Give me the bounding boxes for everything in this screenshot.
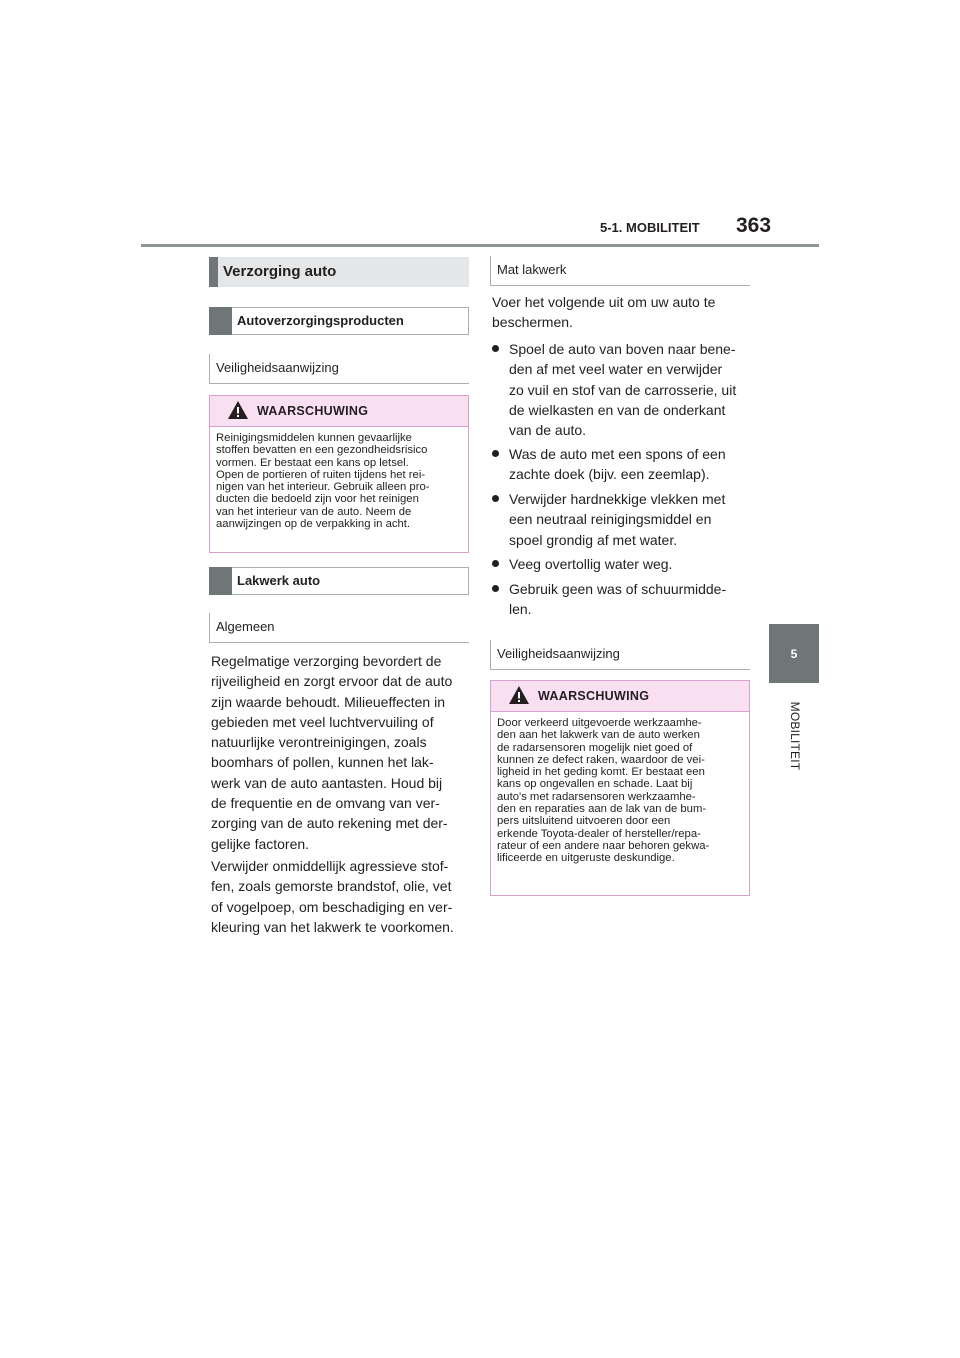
warning-line: pers uitsluitend uitvoeren door een bbox=[497, 815, 671, 828]
warning-body bbox=[210, 427, 468, 536]
header-rule bbox=[141, 244, 819, 247]
warning-body bbox=[491, 712, 749, 871]
text-line: de frequentie en de omvang van ver- bbox=[211, 795, 440, 812]
warning-line: nigen van het interieur. Gebruik alleen pro- bbox=[216, 481, 430, 494]
text-line: zo vuil en stof van de carrosserie, uit bbox=[509, 381, 737, 398]
subsection-title: Lakwerk auto bbox=[237, 573, 321, 588]
text-line: zachte doek (bijv. een zeemlap). bbox=[509, 466, 710, 483]
warning-line: aanwijzingen op de verpakking in acht. bbox=[216, 518, 411, 531]
warning-header bbox=[210, 396, 468, 427]
warning-line: erkende Toyota-dealer of hersteller/repa- bbox=[497, 827, 701, 840]
safety-note-label: Veiligheidsaanwijzing bbox=[497, 646, 620, 661]
bullet-dot bbox=[492, 495, 499, 502]
matte-paint-heading bbox=[490, 256, 750, 286]
warning-triangle-icon bbox=[508, 685, 530, 705]
warning-title: WAARSCHUWING bbox=[257, 404, 369, 418]
warning-triangle-icon bbox=[227, 400, 249, 420]
text-line: Gebruik geen was of schuurmidde- bbox=[509, 581, 727, 597]
intro-paragraph bbox=[492, 292, 715, 333]
text-line: Was de auto met een spons of een bbox=[509, 446, 726, 462]
safety-note-label: Veiligheidsaanwijzing bbox=[216, 360, 339, 375]
warning-line: den en reparaties aan de lak van de bum- bbox=[497, 803, 707, 816]
text-line: Verwijder onmiddellijk agressieve stof- bbox=[211, 858, 449, 874]
text-line: de wielkasten en van de onderkant bbox=[509, 401, 726, 418]
text-line: zijn waarde behoudt. Milieueffecten in bbox=[211, 693, 446, 710]
text-line: Verwijder hardnekkige vlekken met bbox=[509, 491, 726, 507]
chapter-number: 5 bbox=[790, 646, 798, 661]
warning-line: den aan het lakwerk van de auto werken bbox=[497, 729, 700, 742]
warning-line: kans op ongevallen en schade. Laat bij bbox=[497, 778, 693, 791]
general-label: Algemeen bbox=[216, 619, 275, 634]
warning-line: Door verkeerd uitgevoerde werkzaamhe- bbox=[497, 717, 702, 729]
chapter-side-label bbox=[785, 694, 805, 784]
warning-line: ducten die bedoeld zijn voor het reinigen bbox=[216, 493, 419, 506]
text-line: fen, zoals gemorste brandstof, olie, vet bbox=[211, 878, 452, 895]
text-line: van de auto. bbox=[509, 422, 587, 439]
text-line: een neutraal reinigingsmiddel en bbox=[509, 511, 712, 528]
text-line: natuurlijke verontreinigingen, zoals bbox=[211, 734, 427, 751]
warning-line: van het interieur van de auto. Neem de bbox=[216, 505, 412, 518]
safety-note-heading bbox=[490, 640, 750, 670]
warning-line: stoffen bevatten en een gezondheidsrisico bbox=[216, 444, 428, 457]
text-line: Voer het volgende uit om uw auto te bbox=[492, 294, 716, 310]
subsection-accent bbox=[209, 567, 232, 595]
section-title-bar bbox=[209, 257, 469, 287]
text-line: of vogelpoep, om beschadiging en ver- bbox=[211, 898, 453, 915]
section-header: 5-1. MOBILITEIT bbox=[600, 220, 700, 235]
warning-header bbox=[491, 681, 749, 712]
general-heading bbox=[209, 613, 469, 643]
bullet-dot bbox=[492, 450, 499, 457]
text-line: Regelmatige verzorging bevordert de bbox=[211, 653, 442, 669]
text-line: werk van de auto aantasten. Houd bij bbox=[211, 774, 443, 791]
warning-line: Reinigingsmiddelen kunnen gevaarlijke bbox=[216, 432, 412, 444]
warning-line: kunnen ze defect raken, waardoor de vei- bbox=[497, 753, 705, 766]
bullet-dot bbox=[492, 585, 499, 592]
page-number: 363 bbox=[736, 214, 772, 237]
text-line: gebieden met veel luchtvervuiling of bbox=[211, 713, 434, 730]
warning-line: de radarsensoren mogelijk niet goed of bbox=[497, 741, 693, 754]
text-line: spoel grondig af met water. bbox=[509, 531, 678, 548]
bullet-dot bbox=[492, 345, 499, 352]
warning-line: vormen. Er bestaat een kans op letsel. bbox=[216, 456, 409, 469]
warning-line: auto's met radarsensoren werkzaamhe- bbox=[497, 790, 696, 803]
text-line: rijveiligheid en zorgt ervoor dat de auto bbox=[211, 673, 453, 690]
warning-box-1 bbox=[209, 395, 469, 553]
text-line: len. bbox=[509, 601, 532, 618]
matte-paint-label: Mat lakwerk bbox=[497, 262, 567, 277]
subsection-bar-products bbox=[209, 307, 469, 335]
warning-line: lificeerde en uitgeruste deskundige. bbox=[497, 852, 675, 865]
subsection-accent bbox=[209, 307, 232, 335]
warning-line: Open de portieren of ruiten tijdens het rei- bbox=[216, 468, 426, 481]
subsection-title: Autoverzorgingsproducten bbox=[237, 313, 404, 328]
text-line: beschermen. bbox=[492, 314, 573, 331]
text-line: boomhars of pollen, kunnen het lak- bbox=[211, 754, 434, 771]
section-title: Verzorging auto bbox=[223, 263, 337, 280]
warning-line: rateur of een andere naar behoren gekwa- bbox=[497, 839, 710, 852]
warning-line: ligheid in het geding komt. Er bestaat een bbox=[497, 766, 705, 779]
chapter-label: MOBILITEIT bbox=[788, 701, 802, 771]
title-accent bbox=[209, 257, 218, 287]
text-line: Veeg overtollig water weg. bbox=[509, 556, 673, 572]
text-line: Spoel de auto van boven naar bene- bbox=[509, 341, 736, 357]
warning-title: WAARSCHUWING bbox=[538, 689, 650, 703]
text-line: zorging van de auto rekening met der- bbox=[211, 815, 448, 832]
text-line: gelijke factoren. bbox=[211, 835, 310, 852]
text-line: kleuring van het lakwerk te voorkomen. bbox=[211, 918, 454, 935]
bullet-dot bbox=[492, 560, 499, 567]
paragraph-remove-stains bbox=[211, 856, 454, 937]
paragraph-maintenance bbox=[211, 651, 452, 854]
safety-note-heading bbox=[209, 354, 469, 384]
chapter-tab bbox=[769, 624, 819, 683]
text-line: den af met veel water en verwijder bbox=[509, 361, 723, 378]
subsection-bar-paint bbox=[209, 567, 469, 595]
warning-box-2 bbox=[490, 680, 750, 896]
